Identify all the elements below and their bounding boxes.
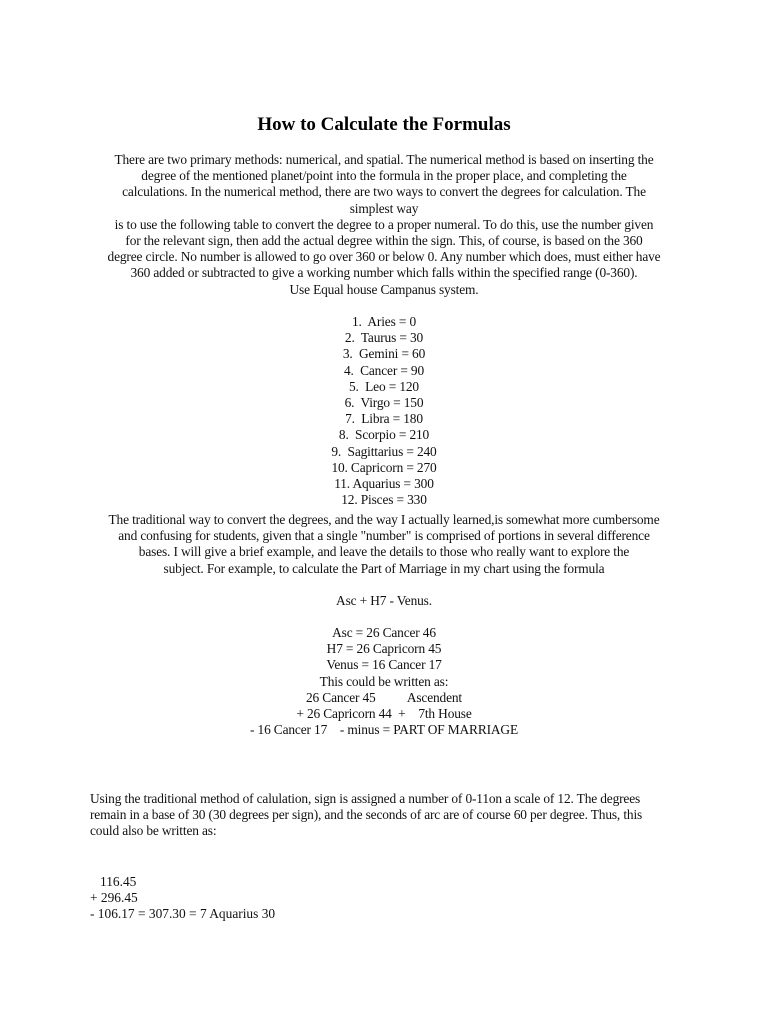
sign-item: 10. Capricorn = 270 — [331, 459, 437, 475]
intro-line: for the relevant sign, then add the actual degree within the sign. This, of course, is based on the 360 — [125, 233, 643, 249]
traditional-paragraph — [84, 512, 684, 577]
value-line: Asc = 26 Cancer 46 — [332, 625, 436, 640]
method-line: could also be written as: — [90, 823, 217, 839]
calculation-block — [90, 874, 490, 923]
intro-line: Use Equal house Campanus system. — [289, 281, 479, 297]
intro-line: degree circle. No number is allowed to go over 360 or below 0. Any number which does, must either have — [107, 249, 661, 265]
sign-item: 6. Virgo = 150 — [344, 395, 424, 411]
value-line: - 16 Cancer 17 - minus = PART OF MARRIAGE — [250, 722, 518, 738]
traditional-line: subject. For example, to calculate the Part of Marriage in my chart using the formula — [163, 560, 605, 576]
sign-item: 2. Taurus = 30 — [344, 330, 424, 346]
sign-item: 7. Libra = 180 — [345, 411, 423, 427]
value-line: H7 = 26 Capricorn 45 — [326, 641, 442, 657]
intro-line: calculations. In the numerical method, there are two ways to convert the degrees for calculation. The — [122, 184, 646, 200]
intro-line: 360 added or subtracted to give a working number which falls within the specified range (0-360). — [130, 265, 638, 281]
sign-item: 1. Aries = 0 — [352, 314, 416, 329]
value-line: Venus = 16 Cancer 17 — [326, 657, 442, 673]
intro-paragraph — [84, 152, 684, 298]
page-title: How to Calculate the Formulas — [257, 114, 511, 135]
sign-item: 9. Sagittarius = 240 — [331, 443, 437, 459]
formula-values — [84, 625, 684, 738]
calc-line: 116.45 — [90, 874, 137, 889]
calc-line: + 296.45 — [90, 890, 138, 906]
sign-list — [84, 314, 684, 508]
value-line: 26 Cancer 45 Ascendent — [306, 689, 462, 705]
traditional-line: and confusing for students, given that a single "number" is comprised of portions in several difference — [118, 528, 650, 544]
sign-item: 4. Cancer = 90 — [343, 362, 425, 378]
intro-line: degree of the mentioned planet/point into the formula in the proper place, and completing the — [141, 168, 627, 184]
intro-line: is to use the following table to convert the degree to a proper numeral. To do this, use the number given — [114, 216, 654, 232]
formula-line: Asc + H7 - Venus. — [336, 593, 432, 608]
method-line: remain in a base of 30 (30 degrees per sign), and the seconds of arc are of course 60 per degree. Thus, this — [90, 807, 643, 823]
traditional-line: bases. I will give a brief example, and leave the details to those who really want to explore the — [138, 544, 630, 560]
intro-line: There are two primary methods: numerical, and spatial. The numerical method is based on inserting the — [114, 152, 654, 167]
sign-item: 11. Aquarius = 300 — [334, 476, 434, 492]
calc-line: - 106.17 = 307.30 = 7 Aquarius 30 — [90, 906, 276, 922]
method-line: Using the traditional method of calulation, sign is assigned a number of 0-11on a scale of 12. The degrees — [90, 791, 641, 806]
sign-item: 3. Gemini = 60 — [342, 346, 426, 362]
sign-item: 12. Pisces = 330 — [341, 492, 427, 508]
traditional-line: The traditional way to convert the degrees, and the way I actually learned,is somewhat more cumbersome — [108, 512, 660, 527]
sign-item: 8. Scorpio = 210 — [338, 427, 430, 443]
sign-item: 5. Leo = 120 — [349, 378, 419, 394]
intro-line: simplest way — [349, 200, 419, 216]
value-line: This could be written as: — [319, 673, 449, 689]
method-paragraph — [90, 791, 690, 840]
value-line: + 26 Capricorn 44 + 7th House — [296, 706, 472, 722]
